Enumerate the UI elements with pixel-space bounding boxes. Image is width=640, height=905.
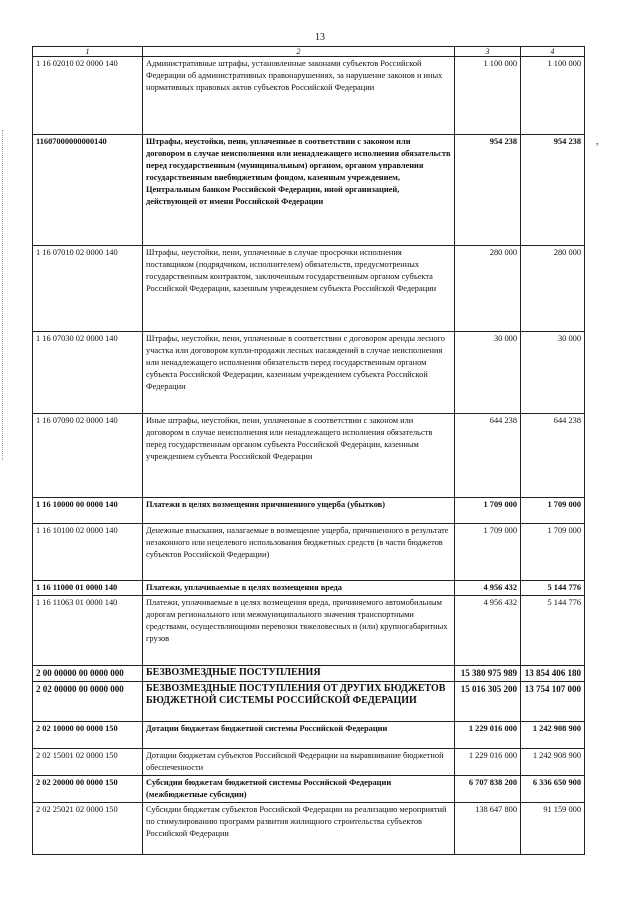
row-description: Субсидии бюджетам субъектов Российской Федерации на реализацию мероприятий по стимулированию программ развития жилищного строительства субъектов Российской Федерации bbox=[143, 802, 455, 854]
header-col-2: 2 bbox=[143, 47, 455, 57]
row-code: 1 16 11000 01 0000 140 bbox=[33, 581, 143, 596]
row-code: 1 16 11063 01 0000 140 bbox=[33, 596, 143, 666]
table-row bbox=[33, 524, 585, 581]
table-row bbox=[33, 666, 585, 682]
row-value-col3: 1 100 000 bbox=[455, 57, 521, 135]
row-value-col4: 644 238 bbox=[521, 414, 585, 498]
scan-margin-dots bbox=[2, 130, 7, 460]
page-number: 13 bbox=[315, 32, 325, 43]
row-description: Субсидии бюджетам бюджетной системы Российской Федерации (межбюджетные субсидии) bbox=[143, 775, 455, 802]
table-row bbox=[33, 57, 585, 135]
table-row bbox=[33, 246, 585, 332]
row-value-col4: 13 854 406 180 bbox=[521, 666, 585, 682]
row-value-col4: 1 709 000 bbox=[521, 524, 585, 581]
row-value-col3: 1 229 016 000 bbox=[455, 721, 521, 748]
row-description: Иные штрафы, неустойки, пени, уплаченные в соответствии с законом или договором в случае неисполнения или ненадлежащего исполнения обязательств перед государственным органом субъекта Российской Федерации, казенным учреждением субъекта Российской Федерации bbox=[143, 414, 455, 498]
row-description: БЕЗВОЗМЕЗДНЫЕ ПОСТУПЛЕНИЯ ОТ ДРУГИХ БЮДЖЕТОВ БЮДЖЕТНОЙ СИСТЕМЫ РОССИЙСКОЙ ФЕДЕРАЦИИ bbox=[143, 681, 455, 721]
row-value-col3: 1 709 000 bbox=[455, 524, 521, 581]
row-value-col4: 5 144 776 bbox=[521, 596, 585, 666]
header-row bbox=[33, 47, 585, 57]
row-value-col4: 5 144 776 bbox=[521, 581, 585, 596]
row-value-col4: 91 159 000 bbox=[521, 802, 585, 854]
row-value-col4: 1 242 908 900 bbox=[521, 748, 585, 775]
row-description: Административные штрафы, установленные законами субъектов Российской Федерации об административных правонарушениях, за нарушение законов и иных нормативных правовых актов субъектов Российской Федерации bbox=[143, 57, 455, 135]
row-value-col3: 280 000 bbox=[455, 246, 521, 332]
table-row bbox=[33, 681, 585, 721]
table-row bbox=[33, 748, 585, 775]
row-code: 2 02 10000 00 0000 150 bbox=[33, 721, 143, 748]
row-description: Дотации бюджетам субъектов Российской Федерации на выравнивание бюджетной обеспеченности bbox=[143, 748, 455, 775]
header-col-1: 1 bbox=[33, 47, 143, 57]
table-row bbox=[33, 332, 585, 414]
row-value-col3: 30 000 bbox=[455, 332, 521, 414]
row-code: 2 02 20000 00 0000 150 bbox=[33, 775, 143, 802]
row-description: Штрафы, неустойки, пени, уплаченные в соответствии с законом или договором в случае неисполнения или ненадлежащего исполнения обязательств перед государственным (муниципальным) органом, органом управления государственным внебюджетным фондом, казенным учреждением, Центральным банком Российской Федерации, иной организацией, действующей от имени Российской Федерации bbox=[143, 135, 455, 246]
row-code: 2 02 25021 02 0000 150 bbox=[33, 802, 143, 854]
table-row bbox=[33, 498, 585, 524]
row-code: 11607000000000140 bbox=[33, 135, 143, 246]
table-row bbox=[33, 721, 585, 748]
row-code: 1 16 10100 02 0000 140 bbox=[33, 524, 143, 581]
row-value-col4: 13 754 107 000 bbox=[521, 681, 585, 721]
row-value-col4: 1 242 908 900 bbox=[521, 721, 585, 748]
row-description: Платежи, уплачиваемые в целях возмещения вреда, причиняемого автомобильным дорогам регионального или межмуниципального значения транспортными средствами, осуществляющими перевозки тяжеловесных и (или) крупногабаритных грузов bbox=[143, 596, 455, 666]
margin-mark: , bbox=[596, 136, 599, 147]
row-value-col4: 1 100 000 bbox=[521, 57, 585, 135]
row-code: 1 16 07030 02 0000 140 bbox=[33, 332, 143, 414]
row-value-col3: 1 229 016 000 bbox=[455, 748, 521, 775]
table-row bbox=[33, 596, 585, 666]
row-description: Платежи, уплачиваемые в целях возмещения вреда bbox=[143, 581, 455, 596]
row-code: 1 16 07090 02 0000 140 bbox=[33, 414, 143, 498]
row-value-col4: 280 000 bbox=[521, 246, 585, 332]
row-description: Денежные взыскания, налагаемые в возмещение ущерба, причиненного в результате незаконного или нецелевого использования бюджетных средств (в части бюджетов субъектов Российской Федерации) bbox=[143, 524, 455, 581]
header-col-4: 4 bbox=[521, 47, 585, 57]
row-code: 1 16 02010 02 0000 140 bbox=[33, 57, 143, 135]
row-code: 2 02 00000 00 0000 000 bbox=[33, 681, 143, 721]
table-row bbox=[33, 135, 585, 246]
row-description: БЕЗВОЗМЕЗДНЫЕ ПОСТУПЛЕНИЯ bbox=[143, 666, 455, 682]
row-value-col3: 954 238 bbox=[455, 135, 521, 246]
table-row bbox=[33, 802, 585, 854]
row-description: Штрафы, неустойки, пени, уплаченные в соответствии с договором аренды лесного участка или договором купли-продажи лесных насаждений в случае неисполнения или ненадлежащего исполнения обязательств перед государственным органом субъекта Российской Федерации, казенным учреждением субъекта Российской Федерации bbox=[143, 332, 455, 414]
row-description: Дотации бюджетам бюджетной системы Российской Федерации bbox=[143, 721, 455, 748]
row-value-col3: 1 709 000 bbox=[455, 498, 521, 524]
row-value-col4: 6 336 650 900 bbox=[521, 775, 585, 802]
row-description: Платежи в целях возмещения причиненного ущерба (убытков) bbox=[143, 498, 455, 524]
table-row bbox=[33, 775, 585, 802]
row-value-col4: 1 709 000 bbox=[521, 498, 585, 524]
table-row bbox=[33, 581, 585, 596]
row-description: Штрафы, неустойки, пени, уплаченные в случае просрочки исполнения поставщиком (подрядчиком, исполнителем) обязательств, предусмотренных государственным контрактом, заключенным государственным органом субъекта Российской Федерации, казенным учреждением субъекта Российской Федерации bbox=[143, 246, 455, 332]
row-value-col3: 6 707 838 200 bbox=[455, 775, 521, 802]
row-value-col4: 954 238 bbox=[521, 135, 585, 246]
row-value-col3: 4 956 432 bbox=[455, 596, 521, 666]
row-value-col3: 15 016 305 200 bbox=[455, 681, 521, 721]
row-code: 2 00 00000 00 0000 000 bbox=[33, 666, 143, 682]
table-row bbox=[33, 414, 585, 498]
row-value-col4: 30 000 bbox=[521, 332, 585, 414]
row-code: 1 16 07010 02 0000 140 bbox=[33, 246, 143, 332]
row-value-col3: 644 238 bbox=[455, 414, 521, 498]
row-code: 2 02 15001 02 0000 150 bbox=[33, 748, 143, 775]
row-value-col3: 138 647 800 bbox=[455, 802, 521, 854]
row-code: 1 16 10000 00 0000 140 bbox=[33, 498, 143, 524]
row-value-col3: 15 380 975 989 bbox=[455, 666, 521, 682]
row-value-col3: 4 956 432 bbox=[455, 581, 521, 596]
header-col-3: 3 bbox=[455, 47, 521, 57]
budget-revenue-table bbox=[32, 46, 585, 855]
